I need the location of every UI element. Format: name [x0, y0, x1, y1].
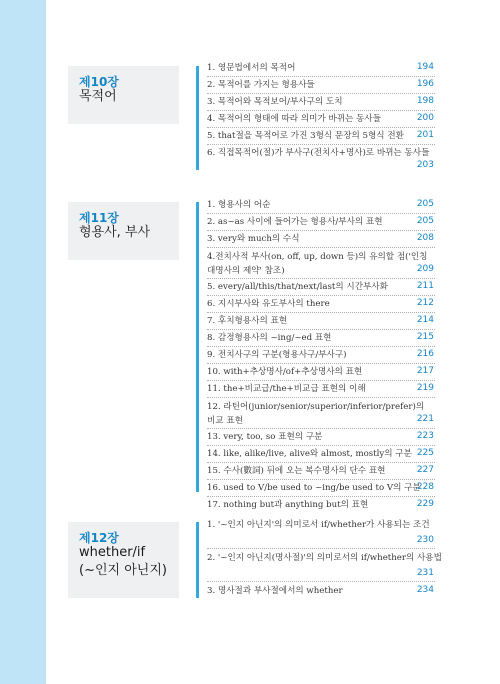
- toc-entry[interactable]: 13. very, too, so 표현의 구분: [207, 432, 323, 442]
- dotted-separator: [207, 230, 435, 231]
- toc-entry[interactable]: 14. like, alike/live, alive와 almost, mostly의 구분: [207, 449, 412, 459]
- chapter-12-heading-box: [68, 522, 179, 598]
- toc-entry[interactable]: 6. 지시부사와 유도부사의 there: [207, 299, 330, 309]
- dotted-separator: [207, 278, 435, 279]
- dotted-separator: [207, 397, 435, 398]
- toc-entry[interactable]: 4.전치사적 부사(on, off, up, down 등)의 유의할 점('인칭대명사의 제약' 참조): [207, 252, 428, 276]
- toc-entry[interactable]: 1. '~인지 아닌지'의 의미로서 if/whether가 사용되는 조건: [207, 520, 430, 530]
- dotted-separator: [207, 110, 435, 111]
- chapter-12-divider: [196, 522, 199, 598]
- toc-entry[interactable]: 3. 명사절과 부사절에서의 whether: [207, 586, 343, 596]
- toc-page-number[interactable]: 196: [416, 79, 434, 89]
- toc-entry[interactable]: 3. very와 much의 수식: [207, 234, 300, 244]
- dotted-separator: [207, 295, 435, 296]
- toc-entry[interactable]: 2. as~as 사이에 들어가는 형용사/부사의 표현: [207, 217, 383, 227]
- toc-page-number[interactable]: 231: [416, 568, 434, 578]
- dotted-separator: [207, 76, 435, 77]
- chapter-10-divider: [196, 66, 199, 170]
- dotted-separator: [207, 144, 435, 145]
- toc-page-number[interactable]: 203: [416, 160, 434, 170]
- toc-page-number[interactable]: 215: [416, 332, 434, 342]
- toc-entry[interactable]: 12. 라틴어(junior/senior/superior/inferior/prefer)의 비교 표현: [207, 402, 425, 426]
- dotted-separator: [207, 93, 435, 94]
- toc-entry[interactable]: 17. nothing but과 anything but의 표현: [207, 500, 369, 510]
- toc-page-number[interactable]: 208: [416, 233, 434, 243]
- toc-page-number[interactable]: 217: [416, 366, 434, 376]
- toc-entry[interactable]: 5. every/all/this/that/next/last의 시간부사화: [207, 282, 388, 292]
- chapter-number: 제10장: [79, 75, 119, 89]
- toc-entry[interactable]: 9. 전치사구의 구분(형용사구/부사구): [207, 350, 347, 360]
- toc-page-number[interactable]: 223: [416, 431, 434, 441]
- chapter-11-divider: [196, 202, 199, 492]
- toc-entry[interactable]: 7. 후치형용사의 표현: [207, 316, 288, 326]
- toc-entry[interactable]: 1. 영문법에서의 목적어: [207, 63, 296, 73]
- chapter-title-line-1: whether/if: [79, 545, 146, 560]
- dotted-separator: [207, 312, 435, 313]
- dotted-separator: [207, 127, 435, 128]
- toc-page-number[interactable]: 214: [416, 315, 434, 325]
- dotted-separator: [207, 380, 435, 381]
- toc-entry[interactable]: 11. the+비교급/the+비교급 표현의 이해: [207, 384, 366, 394]
- dotted-separator: [207, 581, 435, 582]
- dotted-separator: [207, 247, 435, 248]
- chapter-title: 목적어: [79, 89, 117, 104]
- chapter-10-heading-box: [68, 66, 179, 124]
- chapter-11-heading-box: [68, 202, 179, 260]
- left-color-band: [0, 0, 46, 684]
- toc-entry[interactable]: 15. 수사(數詞) 뒤에 오는 복수명사의 단수 표현: [207, 466, 386, 476]
- dotted-separator: [207, 548, 435, 549]
- dotted-separator: [207, 445, 435, 446]
- toc-page-number[interactable]: 198: [416, 96, 434, 106]
- toc-page-number[interactable]: 227: [416, 465, 434, 475]
- toc-page-number[interactable]: 212: [416, 298, 434, 308]
- toc-page-number[interactable]: 221: [416, 414, 434, 424]
- toc-page-number[interactable]: 205: [416, 216, 434, 226]
- chapter-number: 제12장: [79, 531, 119, 545]
- dotted-separator: [207, 462, 435, 463]
- toc-entry[interactable]: 2. 목적어를 가지는 형용사들: [207, 80, 315, 90]
- toc-entry[interactable]: 2. '~인지 아닌지(명사절)'의 의미로서의 if/whether의 사용법: [207, 553, 442, 563]
- toc-page-number[interactable]: 225: [416, 448, 434, 458]
- toc-entry[interactable]: 1. 형용사의 어순: [207, 200, 271, 210]
- toc-page-number[interactable]: 200: [416, 113, 434, 123]
- toc-page-number[interactable]: 201: [416, 130, 434, 140]
- toc-page-number[interactable]: 209: [416, 264, 434, 274]
- dotted-separator: [207, 496, 435, 497]
- toc-entry[interactable]: 5. that절을 목적어로 가진 3형식 문장의 5형식 전환: [207, 131, 404, 141]
- chapter-title-line-2: (~인지 아닌지): [79, 563, 167, 578]
- toc-page-number[interactable]: 230: [416, 535, 434, 545]
- toc-page-number[interactable]: 234: [416, 585, 434, 595]
- dotted-separator: [207, 428, 435, 429]
- toc-entry[interactable]: 3. 목적어와 목적보어/부사구의 도치: [207, 97, 343, 107]
- toc-entry[interactable]: 16. used to V/be used to ~ing/be used to V의 구분: [207, 483, 421, 493]
- toc-entry[interactable]: 10. with+추상명사/of+추상명사의 표현: [207, 367, 363, 377]
- dotted-separator: [207, 329, 435, 330]
- chapter-title: 형용사, 부사: [79, 225, 151, 240]
- dotted-separator: [207, 346, 435, 347]
- dotted-separator: [207, 479, 435, 480]
- dotted-separator: [207, 363, 435, 364]
- toc-page-number[interactable]: 219: [416, 383, 434, 393]
- toc-page-number[interactable]: 228: [416, 482, 434, 492]
- chapter-number: 제11장: [79, 211, 119, 225]
- toc-page-number[interactable]: 216: [416, 349, 434, 359]
- toc-page-number[interactable]: 229: [416, 499, 434, 509]
- toc-entry[interactable]: 8. 감정형용사의 ~ing/~ed 표현: [207, 333, 332, 343]
- toc-entry[interactable]: 6. 직접목적어(절)가 부사구(전치사+명사)로 바뀌는 동사들: [207, 148, 430, 158]
- toc-page-number[interactable]: 205: [416, 199, 434, 209]
- toc-page-number[interactable]: 194: [416, 62, 434, 72]
- toc-page-number[interactable]: 211: [416, 281, 434, 291]
- dotted-separator: [207, 213, 435, 214]
- toc-entry[interactable]: 4. 목적어의 형태에 따라 의미가 바뀌는 동사들: [207, 114, 382, 124]
